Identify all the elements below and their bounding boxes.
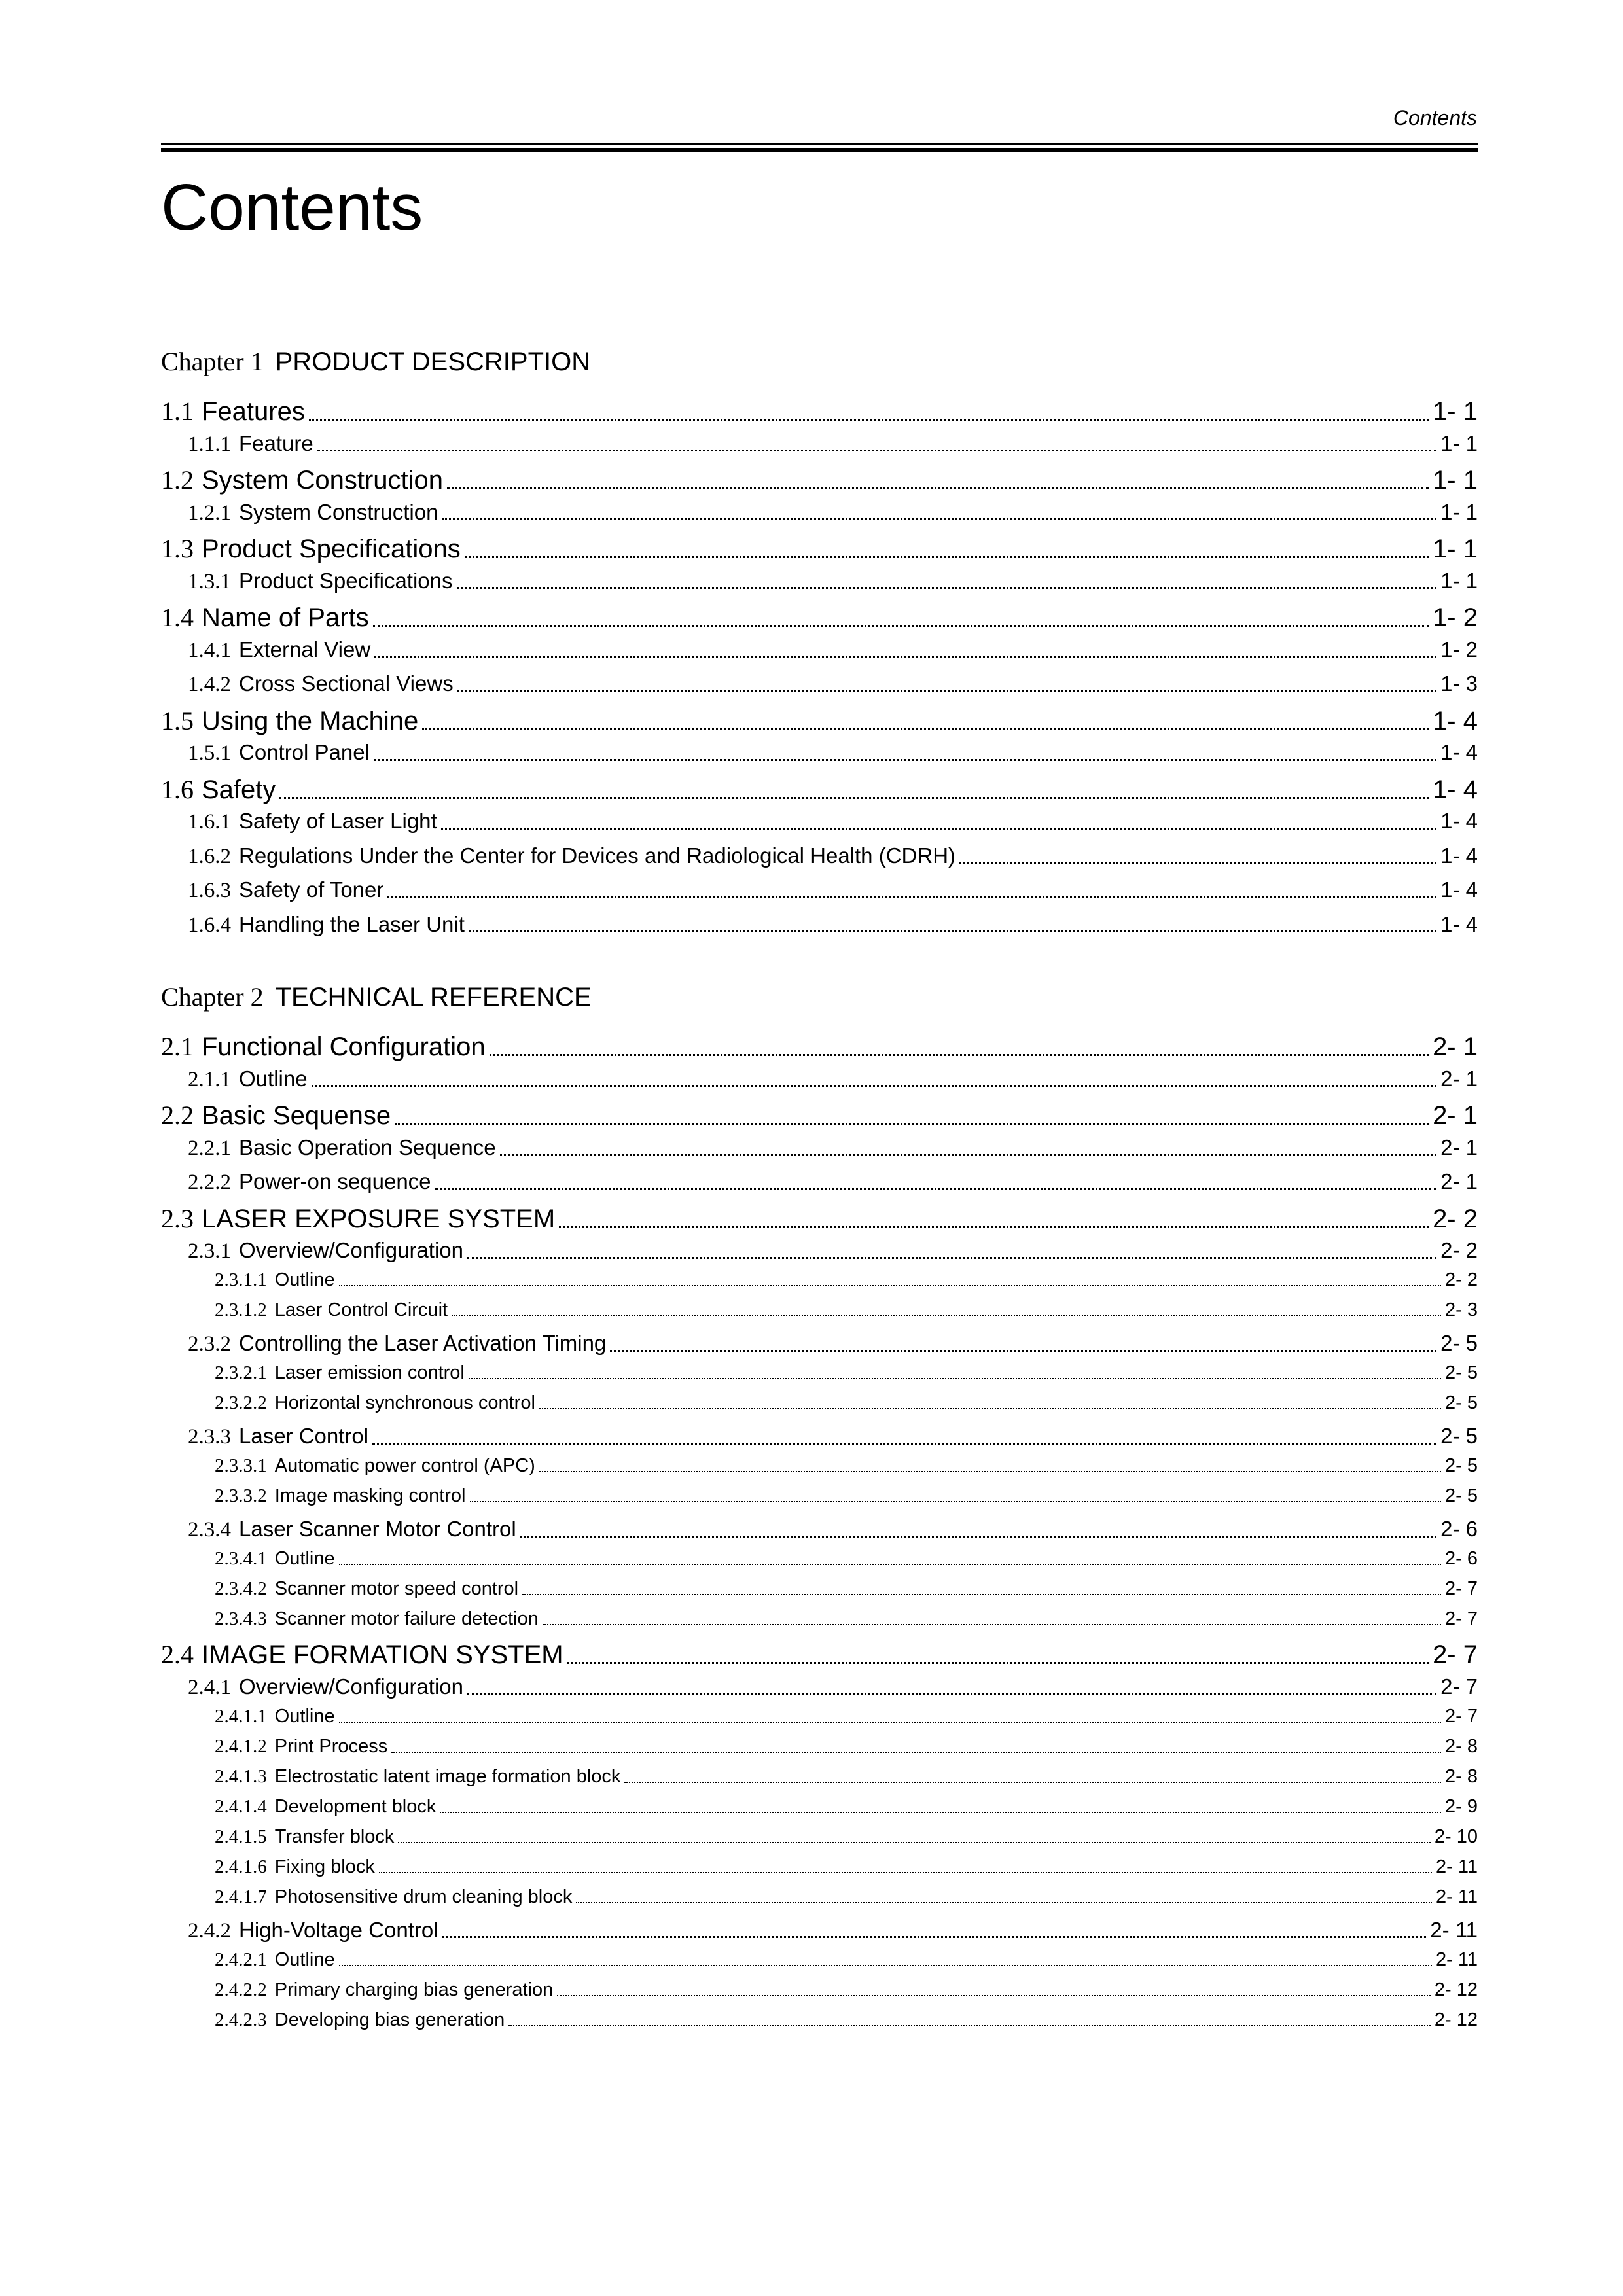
entry-title: Product Specifications — [239, 568, 453, 593]
dot-leader — [441, 828, 1436, 830]
dot-leader — [610, 1350, 1436, 1352]
entry-title: Electrostatic latent image formation block — [274, 1765, 621, 1787]
toc-entry-2-3[interactable] — [161, 1204, 1478, 1234]
entry-title: Product Specifications — [202, 535, 461, 563]
entry-title: Name of Parts — [202, 603, 369, 632]
toc-entry-2-4-2[interactable] — [188, 1918, 1478, 1944]
toc-entry-2-4-1-2[interactable] — [215, 1736, 1478, 1757]
entry-title: Safety of Toner — [239, 877, 384, 902]
entry-page: 1- 1 — [1440, 431, 1478, 455]
dot-leader — [374, 759, 1436, 761]
entry-number: 2.4.1.7 — [215, 1886, 267, 1907]
entry-number: 2.4.2.1 — [215, 1949, 267, 1970]
toc-entry-1-3[interactable] — [161, 534, 1478, 564]
toc-entry-2-3-4-2[interactable] — [215, 1578, 1478, 1600]
entry-page: 2- 5 — [1445, 1455, 1478, 1476]
dot-leader — [559, 1226, 1429, 1228]
toc-entry-1-1-1[interactable] — [188, 431, 1478, 457]
entry-number: 2.4 — [161, 1640, 194, 1669]
entry-page: 2- 2 — [1440, 1238, 1478, 1262]
entry-page: 2- 11 — [1436, 1886, 1478, 1907]
toc-entry-1-2[interactable] — [161, 465, 1478, 495]
page-title: Contents — [161, 171, 423, 244]
entry-page: 1- 4 — [1440, 740, 1478, 764]
dot-leader — [442, 518, 1436, 520]
entry-page: 2- 1 — [1433, 1101, 1478, 1130]
entry-title: Automatic power control (APC) — [274, 1455, 535, 1476]
dot-leader — [490, 1054, 1429, 1056]
entry-number: 1.6.1 — [188, 810, 231, 834]
dot-leader — [522, 1594, 1441, 1595]
entry-page: 2- 5 — [1440, 1424, 1478, 1448]
entry-title: Cross Sectional Views — [239, 671, 454, 696]
entry-number: 1.6 — [161, 774, 194, 804]
entry-number: 1.6.4 — [188, 913, 231, 937]
toc-entry-2-3-3-1[interactable] — [215, 1455, 1478, 1477]
entry-page: 2- 6 — [1440, 1517, 1478, 1541]
toc-entry-2-4-1-3[interactable] — [215, 1766, 1478, 1788]
entry-page: 2- 11 — [1436, 1856, 1478, 1877]
dot-leader — [465, 556, 1429, 558]
entry-page: 1- 4 — [1440, 809, 1478, 833]
entry-number: 1.5.1 — [188, 741, 231, 765]
entry-number: 1.1 — [161, 397, 194, 426]
entry-number: 2.4.1.1 — [215, 1705, 267, 1727]
entry-title: Photosensitive drum cleaning block — [274, 1886, 573, 1907]
entry-title: Regulations Under the Center for Devices and Radiological Health (CDRH) — [239, 843, 956, 868]
dot-leader — [959, 862, 1436, 864]
entry-number: 2.3.4.3 — [215, 1608, 267, 1629]
entry-page: 2- 5 — [1445, 1485, 1478, 1506]
entry-number: 1.1.1 — [188, 432, 231, 456]
toc-entry-1-3-1[interactable] — [188, 569, 1478, 595]
entry-number: 2.4.2.3 — [215, 2009, 267, 2030]
entry-title: Basic Operation Sequence — [239, 1135, 496, 1159]
entry-page: 2- 7 — [1433, 1640, 1478, 1669]
entry-page: 2- 1 — [1433, 1033, 1478, 1061]
toc-entry-2-3-1-1[interactable] — [215, 1269, 1478, 1291]
entry-title: High-Voltage Control — [239, 1917, 438, 1942]
entry-number: 2.3.3 — [188, 1425, 231, 1449]
entry-page: 2- 7 — [1445, 1608, 1478, 1629]
dot-leader — [469, 930, 1436, 932]
chapter-heading — [161, 349, 590, 375]
entry-title: Outline — [274, 1548, 335, 1569]
entry-title: Development block — [274, 1795, 437, 1817]
entry-page: 2- 7 — [1445, 1578, 1478, 1599]
toc-entry-2-4-1-4[interactable] — [215, 1796, 1478, 1818]
toc-entry-2-4-2-2[interactable] — [215, 1979, 1478, 2001]
dot-leader — [339, 1564, 1441, 1565]
entry-title: Primary charging bias generation — [274, 1979, 554, 2000]
dot-leader — [309, 419, 1429, 421]
dot-leader — [442, 1936, 1427, 1938]
entry-number: 2.4.2.2 — [215, 1979, 267, 2000]
entry-title: LASER EXPOSURE SYSTEM — [202, 1204, 556, 1233]
entry-number: 2.4.1 — [188, 1675, 231, 1699]
entry-page: 1- 2 — [1433, 603, 1478, 632]
entry-page: 1- 4 — [1433, 706, 1478, 735]
entry-title: Power-on sequence — [239, 1169, 431, 1193]
dot-leader — [440, 1812, 1441, 1813]
entry-number: 2.1.1 — [188, 1067, 231, 1091]
entry-page: 2- 5 — [1445, 1392, 1478, 1413]
entry-number: 2.4.1.4 — [215, 1795, 267, 1817]
entry-number: 1.4.1 — [188, 638, 231, 662]
entry-number: 1.3.1 — [188, 569, 231, 593]
entry-page: 2- 9 — [1445, 1795, 1478, 1817]
entry-number: 2.3.4 — [188, 1518, 231, 1542]
toc-entry-2-4[interactable] — [161, 1640, 1478, 1670]
entry-page: 1- 1 — [1433, 535, 1478, 563]
dot-leader — [543, 1624, 1441, 1625]
entry-number: 2.2 — [161, 1101, 194, 1130]
dot-leader — [469, 1378, 1441, 1379]
entry-number: 1.6.2 — [188, 844, 231, 868]
entry-title: Overview/Configuration — [239, 1674, 463, 1699]
entry-number: 1.5 — [161, 705, 194, 735]
entry-title: Horizontal synchronous control — [274, 1392, 535, 1413]
entry-number: 2.3.2.2 — [215, 1392, 267, 1413]
chapter-label: Chapter 2 — [161, 982, 264, 1012]
entry-number: 1.6.3 — [188, 879, 231, 902]
entry-page: 2- 1 — [1440, 1169, 1478, 1193]
toc-entry-2-3-2[interactable] — [188, 1331, 1478, 1357]
toc-entry-2-4-1-6[interactable] — [215, 1856, 1478, 1878]
toc-entry-2-3-4[interactable] — [188, 1517, 1478, 1543]
chapter-title: TECHNICAL REFERENCE — [275, 983, 592, 1012]
toc-entry-1-6-4[interactable] — [188, 912, 1478, 938]
entry-page: 1- 1 — [1433, 397, 1478, 426]
entry-title: Safety — [202, 775, 276, 804]
chapter-heading — [161, 984, 592, 1010]
entry-page: 1- 1 — [1433, 466, 1478, 495]
entry-number: 2.3 — [161, 1203, 194, 1233]
dot-leader — [339, 1285, 1441, 1286]
entry-page: 2- 6 — [1445, 1548, 1478, 1569]
entry-page: 2- 5 — [1440, 1331, 1478, 1355]
entry-page: 2- 8 — [1445, 1735, 1478, 1757]
toc-entry-2-3-1[interactable] — [188, 1238, 1478, 1264]
entry-title: Developing bias generation — [274, 2009, 505, 2030]
entry-number: 2.4.1.2 — [215, 1735, 267, 1757]
entry-number: 2.3.2 — [188, 1332, 231, 1356]
entry-page: 1- 4 — [1440, 911, 1478, 936]
entry-page: 1- 4 — [1433, 775, 1478, 804]
entry-number: 1.4.2 — [188, 673, 231, 696]
toc-entry-2-2-2[interactable] — [188, 1169, 1478, 1195]
dot-leader — [279, 797, 1429, 799]
dot-leader — [500, 1154, 1437, 1156]
entry-page: 2- 1 — [1440, 1135, 1478, 1159]
entry-number: 2.4.1.6 — [215, 1856, 267, 1877]
toc-entry-2-3-2-1[interactable] — [215, 1362, 1478, 1384]
dot-leader — [457, 690, 1436, 692]
entry-title: Image masking control — [274, 1485, 466, 1506]
entry-number: 1.3 — [161, 534, 194, 563]
toc-entry-1-6-2[interactable] — [188, 843, 1478, 870]
toc-entry-1-6-3[interactable] — [188, 877, 1478, 904]
entry-title: System Construction — [239, 499, 438, 524]
dot-leader — [520, 1536, 1436, 1538]
entry-number: 1.2.1 — [188, 501, 231, 525]
entry-page: 2- 5 — [1445, 1362, 1478, 1383]
entry-number: 2.3.1.1 — [215, 1269, 267, 1290]
entry-number: 2.4.1.3 — [215, 1765, 267, 1787]
entry-page: 2- 11 — [1436, 1949, 1478, 1970]
toc-entry-2-2[interactable] — [161, 1101, 1478, 1131]
toc-entry-2-1-1[interactable] — [188, 1067, 1478, 1093]
dot-leader — [470, 1501, 1442, 1502]
entry-page: 1- 3 — [1440, 671, 1478, 696]
toc-entry-2-1[interactable] — [161, 1032, 1478, 1062]
dot-leader — [435, 1188, 1437, 1190]
entry-title: Laser Scanner Motor Control — [239, 1517, 516, 1541]
dot-leader — [395, 1123, 1429, 1125]
entry-page: 1- 1 — [1440, 499, 1478, 524]
chapter-title: PRODUCT DESCRIPTION — [275, 347, 591, 376]
entry-page: 2- 10 — [1434, 1826, 1478, 1847]
entry-title: Laser Control — [239, 1424, 369, 1448]
dot-leader — [373, 625, 1429, 627]
entry-page: 2- 12 — [1434, 1979, 1478, 2000]
entry-number: 2.4.1.5 — [215, 1826, 267, 1847]
entry-page: 2- 11 — [1430, 1917, 1478, 1942]
dot-leader — [339, 1722, 1441, 1723]
entry-number: 2.3.1 — [188, 1239, 231, 1263]
dot-leader — [508, 2025, 1431, 2026]
toc-entry-2-3-1-2[interactable] — [215, 1299, 1478, 1321]
entry-page: 1- 4 — [1440, 843, 1478, 868]
entry-title: Scanner motor speed control — [274, 1578, 519, 1599]
dot-leader — [539, 1408, 1441, 1409]
entry-title: Safety of Laser Light — [239, 809, 437, 833]
toc-entry-2-3-3-2[interactable] — [215, 1485, 1478, 1507]
toc-entry-2-3-4-1[interactable] — [215, 1548, 1478, 1570]
dot-leader — [398, 1842, 1430, 1843]
toc-entry-1-4-2[interactable] — [188, 671, 1478, 698]
dot-leader — [624, 1782, 1441, 1783]
entry-page: 2- 7 — [1445, 1705, 1478, 1727]
entry-title: Laser Control Circuit — [274, 1299, 448, 1320]
entry-title: Laser emission control — [274, 1362, 465, 1383]
dot-leader — [557, 1995, 1431, 1996]
entry-title: Basic Sequense — [202, 1101, 391, 1130]
toc-entry-2-4-1[interactable] — [188, 1674, 1478, 1701]
toc-entry-1-4[interactable] — [161, 603, 1478, 633]
dot-leader — [457, 587, 1437, 589]
dot-leader — [576, 1902, 1432, 1903]
entry-number: 2.3.3.2 — [215, 1485, 267, 1506]
dot-leader — [539, 1471, 1441, 1472]
entry-page: 1- 4 — [1440, 877, 1478, 902]
toc-entry-2-3-2-2[interactable] — [215, 1392, 1478, 1414]
entry-number: 2.2.2 — [188, 1171, 231, 1194]
entry-title: Outline — [274, 1705, 335, 1727]
toc-entry-2-4-2-1[interactable] — [215, 1949, 1478, 1971]
toc-entry-2-3-3[interactable] — [188, 1424, 1478, 1450]
entry-number: 2.3.3.1 — [215, 1455, 267, 1476]
toc-entry-1-6-1[interactable] — [188, 809, 1478, 835]
entry-title: Overview/Configuration — [239, 1238, 463, 1262]
entry-number: 2.3.4.1 — [215, 1548, 267, 1569]
dot-leader — [387, 896, 1436, 898]
toc-entry-2-4-1-1[interactable] — [215, 1706, 1478, 1727]
entry-title: Scanner motor failure detection — [274, 1608, 539, 1629]
dot-leader — [339, 1965, 1432, 1966]
dot-leader — [422, 728, 1429, 730]
dot-leader — [312, 1085, 1437, 1087]
entry-title: Functional Configuration — [202, 1033, 486, 1061]
entry-page: 2- 7 — [1440, 1674, 1478, 1699]
toc-entry-2-3-4-3[interactable] — [215, 1608, 1478, 1630]
dot-leader — [467, 1257, 1436, 1259]
dot-leader — [452, 1315, 1441, 1316]
toc-entry-2-2-1[interactable] — [188, 1135, 1478, 1161]
entry-number: 2.4.2 — [188, 1918, 231, 1943]
toc-entry-2-4-1-5[interactable] — [215, 1826, 1478, 1848]
dot-leader — [567, 1662, 1429, 1664]
toc-entry-2-4-1-7[interactable] — [215, 1886, 1478, 1908]
entry-page: 2- 3 — [1445, 1299, 1478, 1320]
entry-title: Fixing block — [274, 1856, 375, 1877]
entry-title: Feature — [239, 431, 313, 455]
header-rule-thin — [161, 143, 1478, 145]
entry-number: 2.2.1 — [188, 1136, 231, 1160]
entry-title: Outline — [274, 1269, 335, 1290]
entry-title: Transfer block — [274, 1826, 395, 1847]
entry-number: 1.4 — [161, 603, 194, 632]
entry-page: 1- 1 — [1440, 568, 1478, 593]
entry-title: External View — [239, 637, 371, 662]
dot-leader — [391, 1752, 1441, 1753]
entry-title: Print Process — [274, 1735, 388, 1757]
toc-entry-1-1[interactable] — [161, 397, 1478, 427]
dot-leader — [372, 1443, 1436, 1445]
header-rule-thick — [161, 148, 1478, 152]
toc-entry-1-6[interactable] — [161, 775, 1478, 805]
dot-leader — [447, 487, 1429, 489]
entry-page: 2- 2 — [1445, 1269, 1478, 1290]
dot-leader — [379, 1872, 1432, 1873]
entry-number: 2.3.2.1 — [215, 1362, 267, 1383]
entry-number: 2.3.1.2 — [215, 1299, 267, 1320]
entry-page: 2- 1 — [1440, 1066, 1478, 1091]
entry-title: IMAGE FORMATION SYSTEM — [202, 1640, 563, 1669]
entry-title: Features — [202, 397, 305, 426]
toc-entry-2-4-2-3[interactable] — [215, 2009, 1478, 2031]
dot-leader — [467, 1693, 1436, 1695]
running-header: Contents — [1393, 106, 1477, 130]
entry-title: Handling the Laser Unit — [239, 911, 465, 936]
entry-page: 2- 12 — [1434, 2009, 1478, 2030]
entry-title: Controlling the Laser Activation Timing — [239, 1331, 607, 1355]
toc-entry-1-5-1[interactable] — [188, 740, 1478, 766]
toc-entry-1-5[interactable] — [161, 706, 1478, 736]
entry-page: 2- 2 — [1433, 1204, 1478, 1233]
chapter-label: Chapter 1 — [161, 347, 264, 376]
entry-title: Using the Machine — [202, 706, 419, 735]
dot-leader — [374, 656, 1436, 658]
entry-title: Outline — [239, 1066, 308, 1091]
entry-page: 2- 8 — [1445, 1765, 1478, 1787]
entry-page: 1- 2 — [1440, 637, 1478, 662]
dot-leader — [317, 450, 1436, 451]
entry-number: 2.1 — [161, 1032, 194, 1061]
entry-title: Control Panel — [239, 740, 370, 764]
entry-number: 1.2 — [161, 465, 194, 495]
entry-title: Outline — [274, 1949, 335, 1970]
toc-entry-1-2-1[interactable] — [188, 500, 1478, 526]
entry-number: 2.3.4.2 — [215, 1578, 267, 1599]
toc-entry-1-4-1[interactable] — [188, 637, 1478, 663]
entry-title: System Construction — [202, 466, 444, 495]
